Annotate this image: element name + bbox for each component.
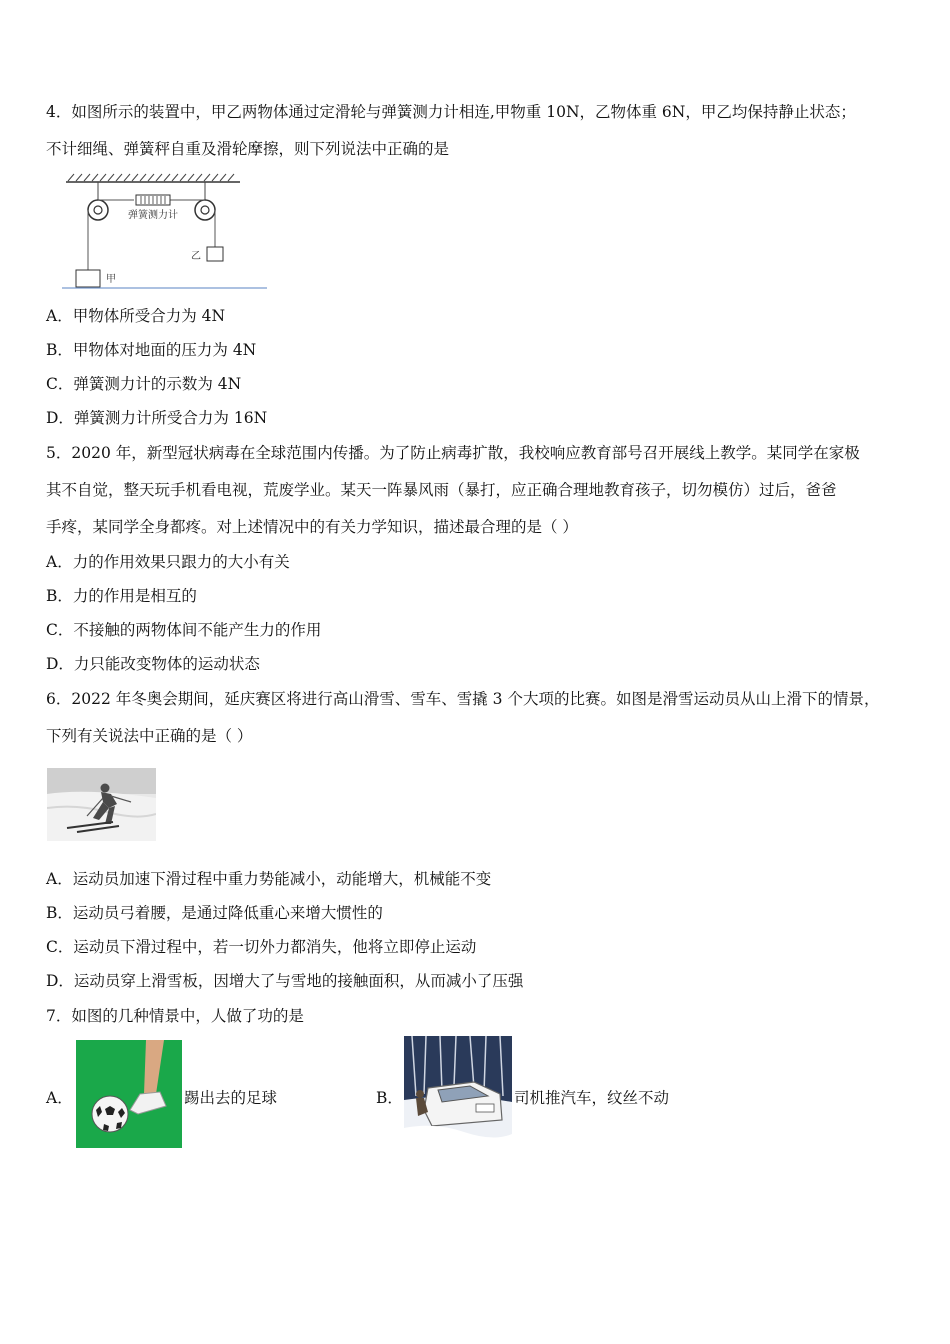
q6-option-d[interactable]: D．运动员穿上滑雪板，因增大了与雪地的接触面积，从而减小了压强: [46, 972, 524, 990]
q4-option-c[interactable]: C．弹簧测力计的示数为 4N: [46, 375, 242, 393]
q6-option-c[interactable]: C．运动员下滑过程中，若一切外力都消失，他将立即停止运动: [46, 938, 477, 956]
q6-stem-line1: 6．2022 年冬奥会期间，延庆赛区将进行高山滑雪、雪车、雪撬 3 个大项的比赛。如图是滑雪运动员从山上滑下的情景，: [46, 690, 880, 708]
object-b-block: [207, 247, 223, 261]
object-b-label: 乙: [191, 251, 201, 262]
q5-stem-line1: 5．2020 年，新型冠状病毒在全球范围内传播。为了防止病毒扩散，我校响应教育部号召开展线上教学。某同学在家极: [46, 444, 860, 462]
object-a-label: 甲: [106, 274, 116, 285]
q5-option-a[interactable]: A．力的作用效果只跟力的大小有关: [46, 553, 290, 571]
q7-option-a-text[interactable]: 踢出去的足球: [184, 1089, 278, 1107]
q6-stem-line2: 下列有关说法中正确的是（ ）: [46, 727, 253, 745]
skier-photo: [47, 768, 156, 841]
q6-option-a[interactable]: A．运动员加速下滑过程中重力势能减小，动能增大，机械能不变: [46, 870, 492, 888]
q4-stem-line2: 不计细绳、弹簧秤自重及滑轮摩擦，则下列说法中正确的是: [46, 140, 450, 158]
q6-option-b[interactable]: B．运动员弓着腰，是通过降低重心来增大惯性的: [46, 904, 383, 922]
q4-option-b[interactable]: B．甲物体对地面的压力为 4N: [46, 341, 257, 359]
car-push-photo: [404, 1036, 512, 1152]
q5-option-d[interactable]: D．力只能改变物体的运动状态: [46, 655, 260, 673]
q5-option-c[interactable]: C．不接触的两物体间不能产生力的作用: [46, 621, 322, 639]
pulley-spring-scale-figure: [62, 170, 272, 292]
spring-scale-label: 弹簧测力计: [128, 210, 178, 221]
q7-stem: 7．如图的几种情景中，人做了功的是: [46, 1007, 304, 1025]
q5-option-b[interactable]: B．力的作用是相互的: [46, 587, 197, 605]
soccer-kick-photo: [76, 1040, 182, 1148]
q5-stem-line3: 手疼，某同学全身都疼。对上述情况中的有关力学知识，描述最合理的是（ ）: [46, 518, 578, 536]
q7-option-b-text[interactable]: 司机推汽车，纹丝不动: [514, 1089, 670, 1107]
q7-option-a-letter[interactable]: A．: [46, 1089, 73, 1107]
q4-option-d[interactable]: D．弹簧测力计所受合力为 16N: [46, 409, 268, 427]
q5-stem-line2: 其不自觉，整天玩手机看电视，荒废学业。某天一阵暴风雨（暴打，应正确合理地教育孩子，切勿模仿）过后，爸爸: [46, 481, 837, 499]
q7-option-b-letter[interactable]: B．: [376, 1089, 403, 1107]
object-a-block: [76, 270, 100, 287]
q4-option-a[interactable]: A．甲物体所受合力为 4N: [46, 307, 226, 325]
q4-stem-line1: 4．如图所示的装置中，甲乙两物体通过定滑轮与弹簧测力计相连,甲物重 10N，乙物体重 6N，甲乙均保持静止状态；: [46, 103, 856, 121]
